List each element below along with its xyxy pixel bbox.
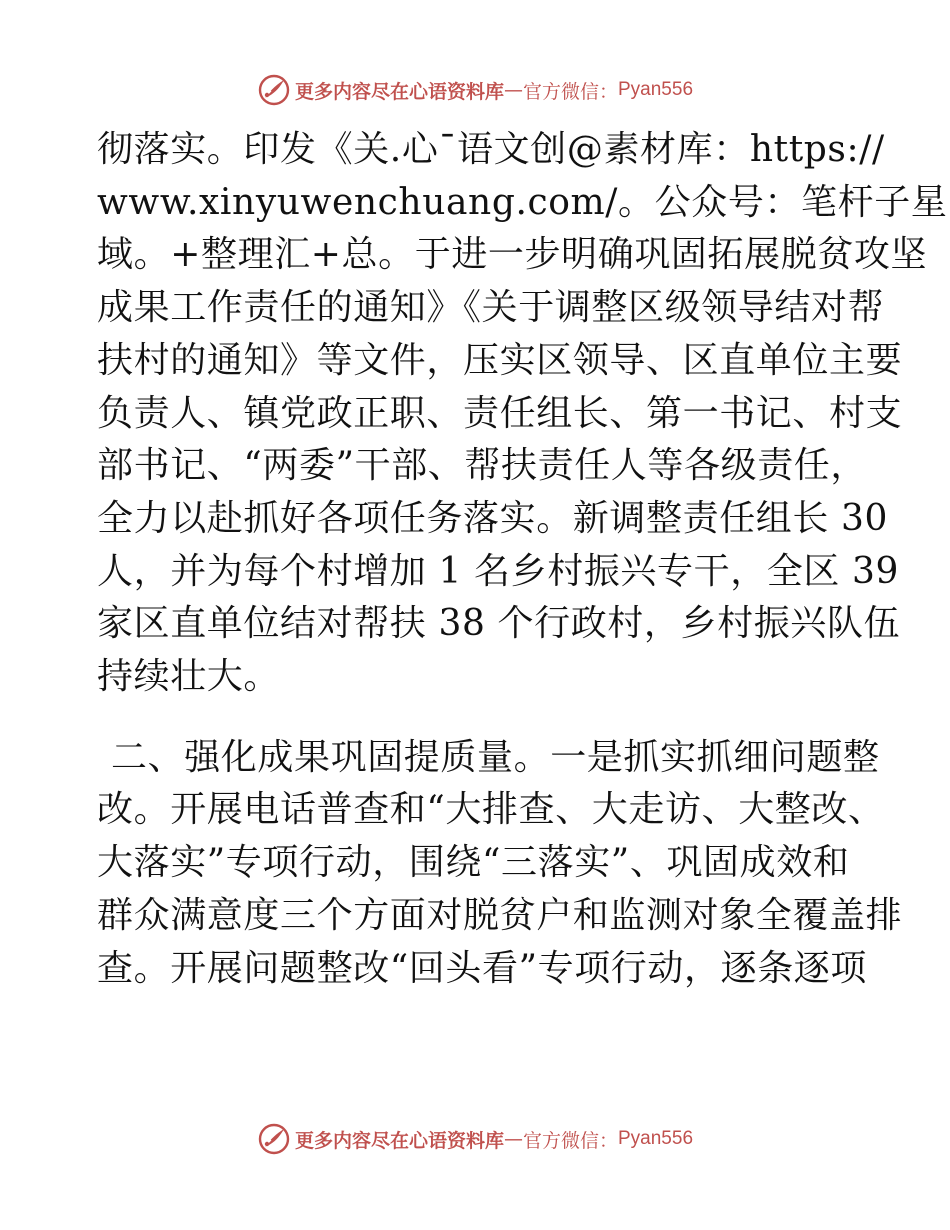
- text-line: 域。+整理汇+总。于进一步明确巩固拓展脱贫攻坚: [97, 234, 928, 276]
- text-line: 负责人、镇党政正职、责任组长、第一书记、村支: [97, 392, 903, 434]
- text-line: 人，并为每个村增加 1 名乡村振兴专干，全区 39: [97, 550, 900, 592]
- document-body: [97, 124, 948, 995]
- footer-wechat-label: 官方微信：: [522, 1129, 618, 1152]
- footer-separator: —: [503, 1128, 523, 1150]
- quill-logo-icon: [257, 73, 291, 107]
- text-line: 二、强化成果巩固提质量。一是抓实抓细问题整: [111, 736, 880, 778]
- footer-banner: [0, 1121, 950, 1157]
- footer-brand-text: 更多内容尽在心语资料库: [294, 1129, 504, 1152]
- text-line: 查。开展问题整改“回头看”专项行动，逐条逐项: [97, 947, 868, 989]
- header-brand-text: 更多内容尽在心语资料库: [294, 80, 504, 103]
- text-line: 全力以赴抓好各项任务落实。新调整责任组长 30: [97, 497, 889, 539]
- text-line: 彻落实。印发《关.心¯语文创@素材库：https://: [97, 129, 885, 170]
- header-separator: —: [503, 79, 523, 101]
- text-line: 大落实”专项行动，围绕“三落实”、巩固成效和: [97, 842, 850, 884]
- header-wechat-id: Pyan556: [618, 79, 694, 100]
- text-line: 改。开展电话普查和“大排查、大走访、大整改、: [97, 789, 885, 831]
- text-line: www.xinyuwenchuang.com/。公众号：笔杆子星: [97, 181, 948, 223]
- paragraph-2: [97, 732, 903, 996]
- text-line: 扶村的通知》等文件，压实区领导、区直单位主要: [97, 339, 903, 381]
- footer-wechat-id: Pyan556: [618, 1128, 694, 1149]
- header-banner: [0, 72, 950, 108]
- quill-logo-icon: [257, 1122, 291, 1156]
- text-line: 部书记、“两委”干部、帮扶责任人等各级责任，: [97, 445, 868, 487]
- text-line: 成果工作责任的通知》《关于调整区级领导结对帮: [97, 287, 885, 329]
- text-line: 群众满意度三个方面对脱贫户和监测对象全覆盖排: [97, 894, 903, 936]
- header-wechat-label: 官方微信：: [522, 80, 618, 103]
- text-line: 持续壮大。: [97, 656, 281, 698]
- text-line: 家区直单位结对帮扶 38 个行政村，乡村振兴队伍: [97, 603, 901, 645]
- paragraph-1: [97, 124, 948, 704]
